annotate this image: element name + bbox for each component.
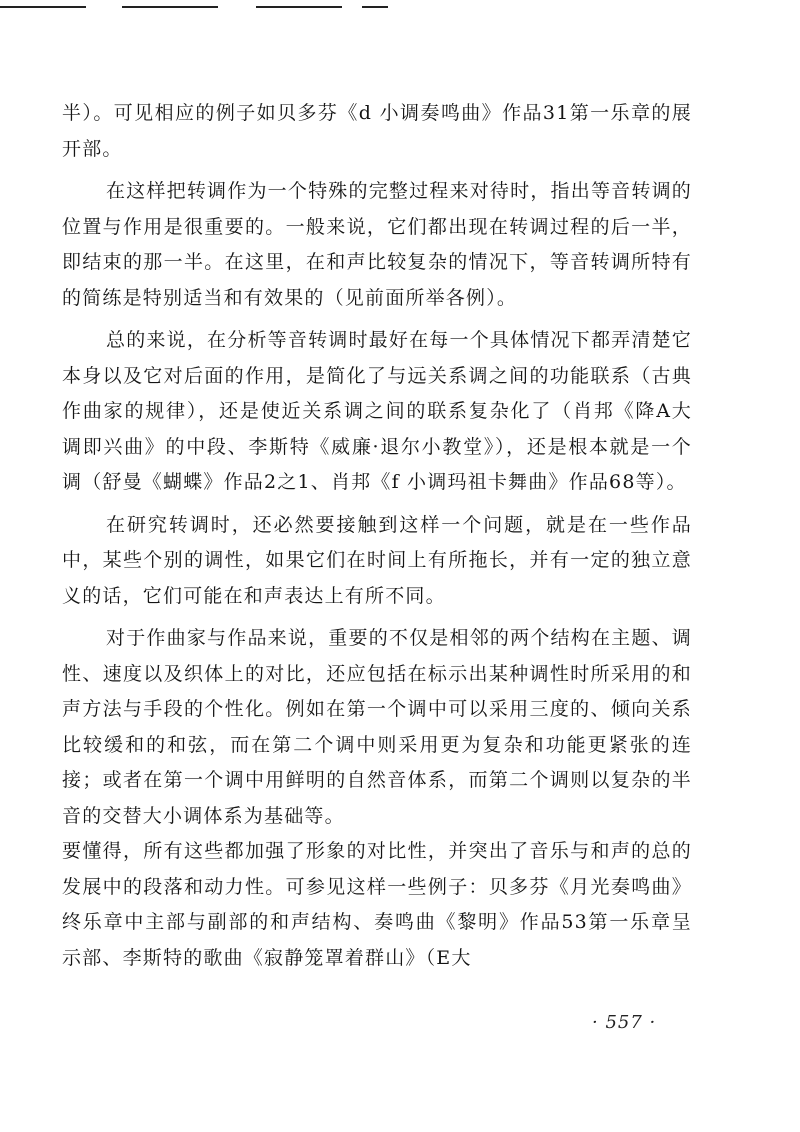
paragraph-3: 总的来说，在分析等音转调时最好在每一个具体情况下都弄清楚它本身以及它对后面的作用，是简化了与远关系调之间的功能联系（古典作曲家的规律），还是使近关系调之间的联系复杂化了（肖邦《降A大调即兴曲》的中段、李斯特《威廉·退尔小教堂》），还是根本就是一个调（舒曼《蝴蝶》作品2之1、肖邦《f 小调玛祖卡舞曲》作品68等）。 [62, 329, 692, 493]
page-body [62, 96, 692, 983]
paragraph-2: 在这样把转调作为一个特殊的完整过程来对待时，指出等音转调的位置与作用是很重要的。一般来说，它们都出现在转调过程的后一半，即结束的那一半。在这里，在和声比较复杂的情况下，等音转调所特有的简练是特别适当和有效果的（见前面所举各例）。 [62, 180, 692, 309]
paragraph-1: 半）。可见相应的例子如贝多芬《d 小调奏鸣曲》作品31第一乐章的展开部。 [62, 102, 692, 160]
top-border-line-2 [122, 6, 218, 8]
top-border-line-4 [362, 6, 388, 8]
paragraph-5: 对于作曲家与作品来说，重要的不仅是相邻的两个结构在主题、调性、速度以及织体上的对比，还应包括在标示出某种调性时所采用的和声方法与手段的个性化。例如在第一个调中可以采用三度的、倾向关系比较缓和的和弦，而在第二个调中则采用更为复杂和功能更紧张的连接；或者在第一个调中用鲜明的自然音体系，而第二个调则以复杂的半音的交替大小调体系为基础等。 [62, 627, 692, 827]
page-number: · 557 · [592, 1012, 657, 1033]
top-border-line-3 [256, 6, 342, 8]
paragraph-6: 要懂得，所有这些都加强了形象的对比性，并突出了音乐与和声的总的发展中的段落和动力性。可参见这样一些例子：贝多芬《月光奏鸣曲》终乐章中主部与副部的和声结构、奏鸣曲《黎明》作品53第一乐章呈示部、李斯特的歌曲《寂静笼罩着群山》（E大 [62, 840, 692, 969]
paragraph-4: 在研究转调时，还必然要接触到这样一个问题，就是在一些作品中，某些个别的调性，如果它们在时间上有所拖长，并有一定的独立意义的话，它们可能在和声表达上有所不同。 [62, 513, 692, 607]
top-border-line-1 [0, 6, 86, 8]
